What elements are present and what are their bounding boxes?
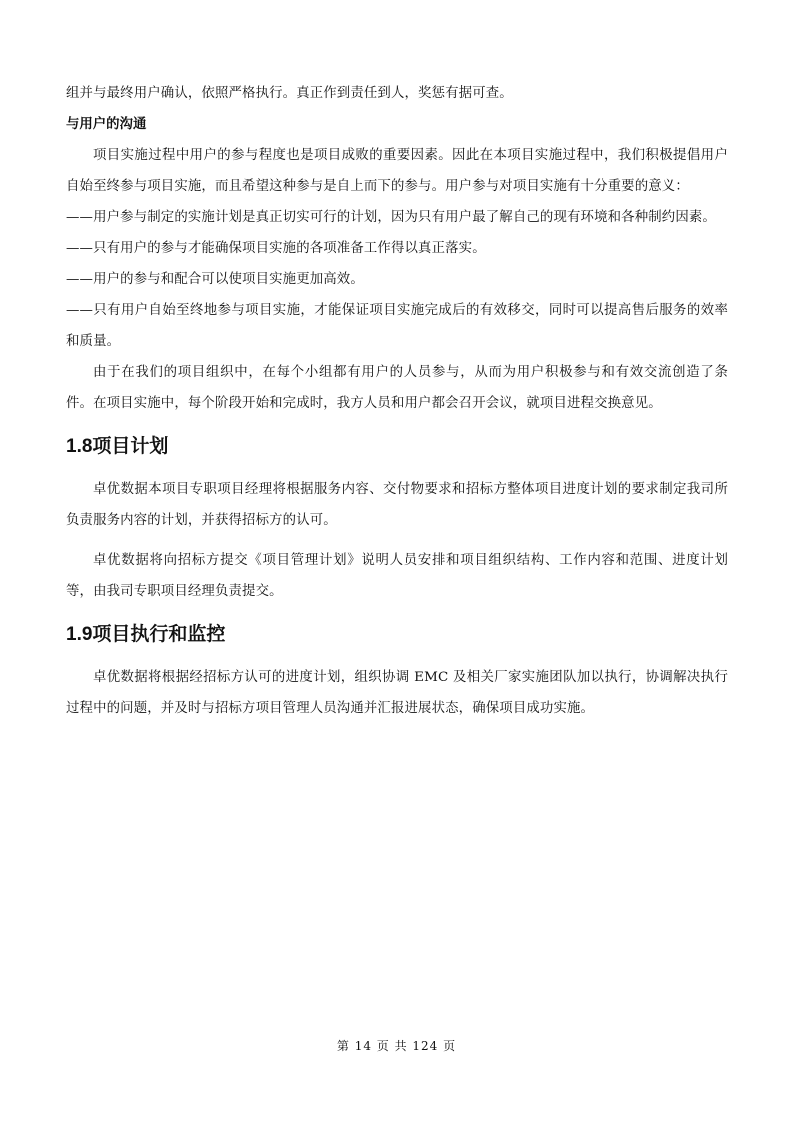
paragraph-execution: 卓优数据将根据经招标方认可的进度计划，组织协调 EMC 及相关厂家实施团队加以执行，协调解决执行过程中的问题，并及时与招标方项目管理人员沟通并汇报进展状态，确保项目成功实施。 [66,670,728,716]
page-footer: 第 14 页 共 124 页 [336,1039,457,1053]
subheading-user-communication: 与用户的沟通 [66,117,147,132]
section-heading-1-8 [66,431,728,462]
paragraph-gap [66,536,728,545]
section-number: 1.9 [66,624,93,645]
paragraph-plan-1: 卓优数据本项目专职项目经理将根据服务内容、交付物要求和招标方整体项目进度计划的要求制定我司所负责服务内容的计划，并获得招标方的认可。 [66,482,728,528]
section-title: 项目执行和监控 [92,623,226,645]
section-heading-1-9 [66,619,728,650]
paragraph-continuation: 组并与最终用户确认，依照严格执行。真正作到责任到人，奖惩有据可查。 [66,86,513,101]
bullet-item-1: ——用户参与制定的实施计划是真正切实可行的计划，因为只有用户最了解自己的现有环境和各种制约因素。 [66,210,716,225]
paragraph-plan-2: 卓优数据将向招标方提交《项目管理计划》说明人员安排和项目组织结构、工作内容和范围、进度计划等，由我司专职项目经理负责提交。 [66,553,728,599]
paragraph-user-participation: 项目实施过程中用户的参与程度也是项目成败的重要因素。因此在本项目实施过程中，我们积极提倡用户自始至终参与项目实施，而且希望这种参与是自上而下的参与。用户参与对项目实施有十分重要的意义： [66,148,728,194]
bullet-item-2: ——只有用户的参与才能确保项目实施的各项准备工作得以真正落实。 [66,241,486,256]
section-number: 1.8 [66,436,93,457]
bullet-item-3: ——用户的参与和配合可以使项目实施更加高效。 [66,272,364,287]
bullet-item-4: ——只有用户自始至终地参与项目实施，才能保证项目实施完成后的有效移交，同时可以提高售后服务的效率和质量。 [66,303,728,349]
section-title: 项目计划 [92,435,169,457]
page-content [66,78,728,724]
paragraph-project-organization: 由于在我们的项目组织中，在每个小组都有用户的人员参与，从而为用户积极参与和有效交流创造了条件。在项目实施中，每个阶段开始和完成时，我方人员和用户都会召开会议，就项目进程交换意见。 [66,365,728,411]
